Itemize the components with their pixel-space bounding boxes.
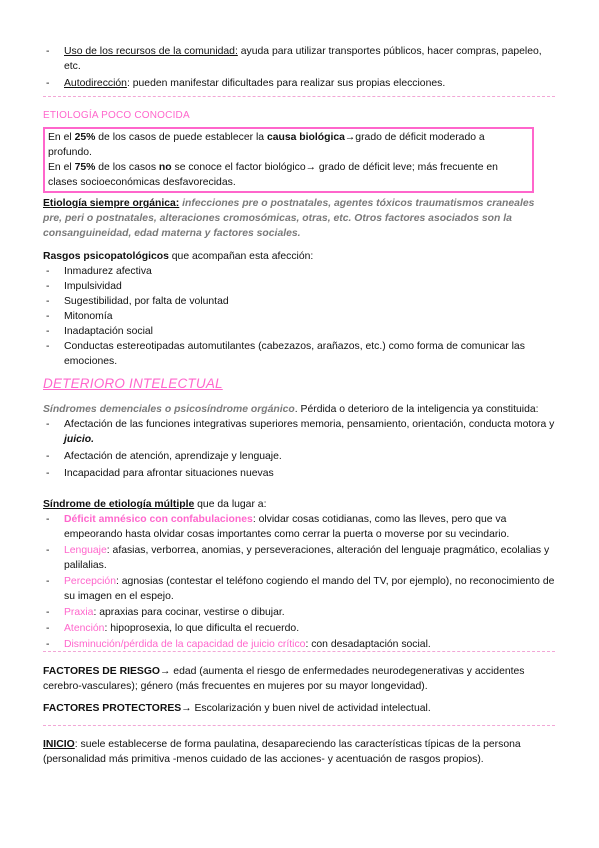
multiple-list <box>43 512 555 652</box>
list-item: - Incapacidad para afrontar situaciones nuevas <box>43 466 555 481</box>
divider <box>43 651 555 652</box>
list-item: - Afectación de atención, aprendizaje y lenguaje. <box>43 449 555 464</box>
list-item: - Conductas estereotipadas automutilantes (cabezazos, arañazos, etc.) como forma de comunicar las emociones. <box>43 339 555 369</box>
list-item: - Atención: hipoprosexia, lo que dificulta el recuerdo. <box>43 621 555 636</box>
deterioro-list <box>43 417 555 481</box>
list-item: - Mitonomía <box>43 309 555 324</box>
list-item: - Autodirección: pueden manifestar dificultades para realizar sus propias elecciones. <box>43 76 555 91</box>
list-item: - Inadaptación social <box>43 324 555 339</box>
divider <box>43 96 555 97</box>
top-list <box>43 44 555 91</box>
etiologia-label: ETIOLOGÍA POCO CONOCIDA <box>43 110 190 121</box>
list-item: - Déficit amnésico con confabulaciones: olvidar cosas cotidianas, como las lleves, pero que va empeorando hasta olvidar cosas importantes como cerrar la puerta o moverse por su vecindario. <box>43 512 555 542</box>
list-item: - Afectación de las funciones integrativas superiores memoria, pensamiento, orientación, conducta motora y juicio. <box>43 417 555 447</box>
box-paragraph-2: En el 75% de los casos no se conoce el factor biológico→ grado de déficit leve; más frecuente en clases socioeconómicas desfavorecidas. <box>48 162 498 188</box>
multiple-block <box>43 497 555 652</box>
deterioro-heading: DETERIORO INTELECTUAL <box>43 376 223 391</box>
list-item: - Disminución/pérdida de la capacidad de juicio crítico: con desadaptación social. <box>43 637 555 652</box>
divider <box>43 725 555 726</box>
deterioro-intro: Síndromes demenciales o psicosíndrome orgánico. Pérdida o deterioro de la inteligencia ya constituida: <box>43 404 539 415</box>
box-paragraph-1: En el 25% de los casos de puede establecer la causa biológica→grado de déficit moderado a profundo. <box>48 132 485 158</box>
inicio-paragraph: INICIO: suele establecerse de forma paulatina, desapareciendo las características típicas de la persona (personalidad más primitiva -menos cuidado de las acciones- y acentuación de rasgos propios). <box>43 739 521 765</box>
organica-paragraph: Etiología siempre orgánica: infecciones pre o postnatales, agentes tóxicos traumatismos craneales pre, peri o postnatales, alteraciones cromosómicas, otras, etc. Otros factores asociados son la consanguineidad, edad materna y factores sociales. <box>43 198 535 239</box>
list-item: - Sugestibilidad, por falta de voluntad <box>43 294 555 309</box>
riesgo-paragraph: FACTORES DE RIESGO→ edad (aumenta el riesgo de enfermedades neurodegenerativas y accidentes cerebro-vasculares); género (más frecuentes en mujeres por su mayor longevidad). <box>43 666 525 692</box>
list-item: - Inmadurez afectiva <box>43 264 555 279</box>
rasgos-block <box>43 249 555 369</box>
list-item: - Impulsividad <box>43 279 555 294</box>
protectores-paragraph: FACTORES PROTECTORES→ Escolarización y buen nivel de actividad intelectual. <box>43 703 431 714</box>
deterioro-block <box>43 402 555 481</box>
arrow-icon: → <box>160 666 171 677</box>
arrow-icon: → <box>181 703 192 714</box>
causa-box <box>43 127 534 193</box>
rasgos-list <box>43 264 555 369</box>
multiple-intro: Síndrome de etiología múltiple que da lugar a: <box>43 499 267 510</box>
deterioro-heading-row <box>43 376 555 393</box>
list-item: - Praxia: apraxias para cocinar, vestirse o dibujar. <box>43 605 555 620</box>
rasgos-intro: Rasgos psicopatológicos que acompañan esta afección: <box>43 251 314 262</box>
list-item: - Percepción: agnosias (contestar el teléfono cogiendo el mando del TV, por ejemplo), no reconocimiento de su imagen en el espejo. <box>43 574 555 604</box>
list-item: - Lenguaje: afasias, verborrea, anomias, y perseveraciones, alteración del lenguaje pragmático, ecolalias y palilalias. <box>43 543 555 573</box>
list-item: - Uso de los recursos de la comunidad: ayuda para utilizar transportes públicos, hacer compras, papeleo, etc. <box>43 44 555 74</box>
top-list-block <box>43 44 555 91</box>
